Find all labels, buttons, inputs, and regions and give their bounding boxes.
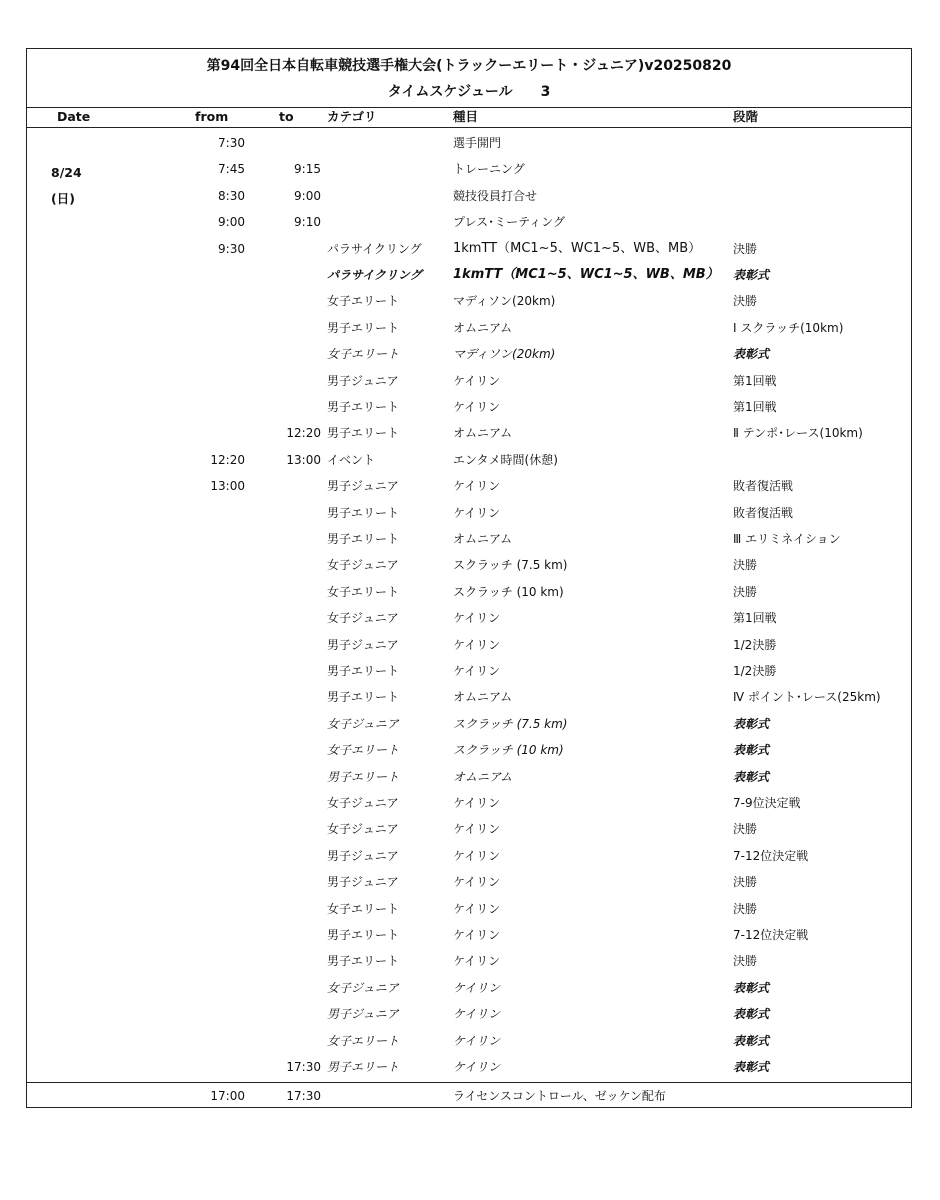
row-from: 13:00	[210, 479, 245, 494]
row-to: 9:10	[294, 215, 321, 230]
table-row	[27, 791, 911, 817]
row-to: 13:00	[286, 452, 321, 467]
table-row	[27, 949, 911, 975]
row-category: 女子ジュニア	[327, 822, 399, 837]
row-category: イベント	[327, 452, 376, 467]
row-from: 17:00	[210, 1089, 245, 1103]
row-event: オムニアム	[453, 769, 513, 784]
row-event: トレーニング	[453, 162, 525, 177]
row-stage: 表彰式	[733, 1060, 770, 1074]
row-to: 9:15	[294, 162, 321, 177]
header-stage: 段階	[733, 109, 759, 124]
row-category: 男子エリート	[327, 769, 400, 784]
table-row	[27, 131, 911, 157]
row-category: 男子ジュニア	[327, 875, 399, 890]
row-stage: 決勝	[733, 822, 758, 837]
row-from: 7:45	[218, 162, 245, 177]
date-cell: 8/24	[51, 165, 82, 180]
row-event: 1kmTT（MC1~5、WC1~5、WB、MB）	[453, 267, 719, 282]
row-category: 女子ジュニア	[327, 716, 399, 731]
row-category: 男子エリート	[327, 928, 400, 942]
table-row	[27, 342, 911, 368]
row-category: 女子エリート	[327, 294, 400, 309]
row-event: ケイリン	[453, 875, 501, 890]
row-stage: Ⅳ ポイント･レース(25km)	[733, 690, 881, 705]
row-category: 男子ジュニア	[327, 479, 399, 494]
row-event: スクラッチ (7.5 km)	[453, 716, 568, 731]
row-category: 男子エリート	[327, 400, 400, 414]
schedule-sheet	[26, 48, 912, 1108]
row-stage: 1/2決勝	[733, 664, 777, 678]
table-row	[27, 580, 911, 606]
row-event: ケイリン	[453, 637, 501, 652]
row-category: 男子ジュニア	[327, 1007, 399, 1022]
row-stage: Ⅲ エリミネイション	[733, 532, 841, 546]
table-row	[27, 527, 911, 553]
row-event: ケイリン	[453, 980, 501, 995]
row-category: 女子エリート	[327, 1033, 400, 1048]
table-row	[27, 395, 911, 421]
footer-rule	[27, 1082, 911, 1083]
row-stage: 決勝	[733, 901, 758, 916]
row-event: ケイリン	[453, 901, 501, 916]
row-from: 7:30	[218, 136, 245, 150]
row-stage: 表彰式	[733, 1007, 770, 1022]
header-date: Date	[57, 109, 91, 124]
row-event: ケイリン	[453, 479, 501, 494]
row-to: 12:20	[286, 426, 321, 441]
row-stage: Ⅱ テンポ･レース(10km)	[733, 426, 863, 441]
row-event: 1kmTT（MC1~5、WC1~5、WB、MB）	[453, 240, 702, 256]
row-event: オムニアム	[453, 532, 513, 546]
table-row	[27, 501, 911, 527]
row-stage: 決勝	[733, 954, 758, 969]
row-stage: 表彰式	[733, 268, 770, 282]
row-event: オムニアム	[453, 426, 513, 441]
table-row	[27, 474, 911, 500]
row-stage: 決勝	[733, 584, 758, 599]
row-event: エンタメ時間(休憩)	[453, 452, 558, 467]
table-row	[27, 369, 911, 395]
table-row	[27, 606, 911, 632]
row-category: 男子ジュニア	[327, 637, 399, 652]
row-category: 女子ジュニア	[327, 980, 399, 995]
row-event: ケイリン	[453, 611, 501, 626]
row-stage: 第1回戦	[733, 373, 777, 388]
row-event: ケイリン	[453, 1060, 501, 1074]
table-row	[27, 184, 911, 210]
row-category: 女子ジュニア	[327, 611, 399, 626]
row-stage: 表彰式	[733, 980, 770, 995]
row-category: 男子エリート	[327, 426, 400, 441]
table-row	[27, 633, 911, 659]
table-row	[27, 738, 911, 764]
footer-row	[27, 1084, 911, 1110]
row-category: 男子エリート	[327, 664, 400, 678]
table-row	[27, 712, 911, 738]
row-category: 女子ジュニア	[327, 558, 399, 573]
table-row	[27, 1002, 911, 1028]
row-stage: 決勝	[733, 558, 758, 573]
row-event: オムニアム	[453, 320, 513, 335]
table-row	[27, 1055, 911, 1081]
table-row	[27, 765, 911, 791]
row-category: 女子エリート	[327, 901, 400, 916]
row-event: ケイリン	[453, 954, 501, 969]
row-event: ケイリン	[453, 796, 501, 810]
row-category: 男子エリート	[327, 954, 400, 969]
row-category: 男子エリート	[327, 1060, 400, 1074]
row-category: 女子エリート	[327, 743, 400, 758]
row-stage: 敗者復活戦	[733, 479, 794, 494]
row-category: パラサイクリング	[327, 268, 422, 282]
row-event: ケイリン	[453, 373, 501, 388]
row-category: 男子ジュニア	[327, 848, 399, 863]
row-category: 男子ジュニア	[327, 373, 399, 388]
row-event: マディソン(20km)	[453, 347, 556, 362]
row-event: スクラッチ (7.5 km)	[453, 558, 568, 573]
table-row	[27, 421, 911, 447]
table-row	[27, 210, 911, 236]
row-event: 選手開門	[453, 136, 502, 150]
table-header	[27, 107, 911, 127]
row-event: ライセンスコントロール、ゼッケン配布	[453, 1089, 666, 1103]
table-row	[27, 923, 911, 949]
row-category: 男子エリート	[327, 320, 400, 335]
row-category: 女子エリート	[327, 347, 400, 362]
row-stage: 敗者復活戦	[733, 505, 794, 520]
row-category: 女子エリート	[327, 584, 400, 599]
table-row	[27, 685, 911, 711]
table-row	[27, 263, 911, 289]
table-row	[27, 659, 911, 685]
row-event: ケイリン	[453, 505, 501, 520]
row-stage: 決勝	[733, 294, 758, 309]
row-stage: 決勝	[733, 241, 758, 256]
row-to: 17:30	[286, 1060, 321, 1074]
header-bottom-rule	[27, 127, 911, 128]
row-stage: 表彰式	[733, 347, 770, 362]
document-subtitle: タイムスケジュール 3	[387, 84, 551, 100]
row-stage: 7-12位決定戦	[733, 928, 809, 942]
row-stage: 表彰式	[733, 716, 770, 731]
header-event: 種目	[453, 109, 479, 124]
row-event: ケイリン	[453, 1033, 501, 1048]
table-row	[27, 157, 911, 183]
row-event: ケイリン	[453, 928, 501, 942]
row-event: マディソン(20km)	[453, 294, 556, 309]
table-row	[27, 553, 911, 579]
table-row	[27, 976, 911, 1002]
row-stage: Ⅰ スクラッチ(10km)	[733, 320, 844, 335]
row-event: ケイリン	[453, 1007, 501, 1022]
row-stage: 1/2決勝	[733, 637, 777, 652]
row-event: 競技役員打合せ	[453, 188, 538, 203]
row-category: 男子エリート	[327, 690, 400, 705]
row-event: プレス･ミーティング	[453, 215, 565, 230]
header-from: from	[195, 109, 229, 124]
row-event: オムニアム	[453, 690, 513, 705]
row-from: 8:30	[218, 188, 245, 203]
row-category: 女子ジュニア	[327, 796, 399, 810]
row-stage: 第1回戦	[733, 611, 777, 626]
row-event: ケイリン	[453, 848, 501, 863]
row-event: ケイリン	[453, 400, 501, 414]
row-stage: 表彰式	[733, 1033, 770, 1048]
row-event: スクラッチ (10 km)	[453, 584, 564, 599]
table-row	[27, 448, 911, 474]
row-event: ケイリン	[453, 664, 501, 678]
row-stage: 第1回戦	[733, 400, 777, 414]
row-stage: 7-12位決定戦	[733, 848, 809, 863]
row-category: パラサイクリング	[327, 241, 422, 256]
row-stage: 7-9位決定戦	[733, 796, 801, 810]
row-from: 12:20	[210, 452, 245, 467]
row-from: 9:30	[218, 241, 245, 256]
table-row	[27, 316, 911, 342]
row-to: 17:30	[286, 1089, 321, 1103]
row-from: 9:00	[218, 215, 245, 230]
table-row	[27, 817, 911, 843]
weekday-cell: (日)	[51, 191, 75, 206]
row-to: 9:00	[294, 188, 321, 203]
row-category: 男子エリート	[327, 505, 400, 520]
row-category: 男子エリート	[327, 532, 400, 546]
table-row	[27, 237, 911, 263]
table-row	[27, 870, 911, 896]
table-row	[27, 1029, 911, 1055]
row-event: ケイリン	[453, 822, 501, 837]
table-row	[27, 289, 911, 315]
table-row	[27, 844, 911, 870]
row-stage: 決勝	[733, 875, 758, 890]
row-stage: 表彰式	[733, 769, 770, 784]
document-title: 第94回全日本自転車競技選手権大会(トラックーエリート・ジュニア)v20250820	[206, 58, 732, 74]
row-event: スクラッチ (10 km)	[453, 743, 564, 758]
table-row	[27, 897, 911, 923]
row-stage: 表彰式	[733, 743, 770, 758]
header-to: to	[279, 109, 294, 124]
header-category: カテゴリ	[327, 109, 377, 124]
